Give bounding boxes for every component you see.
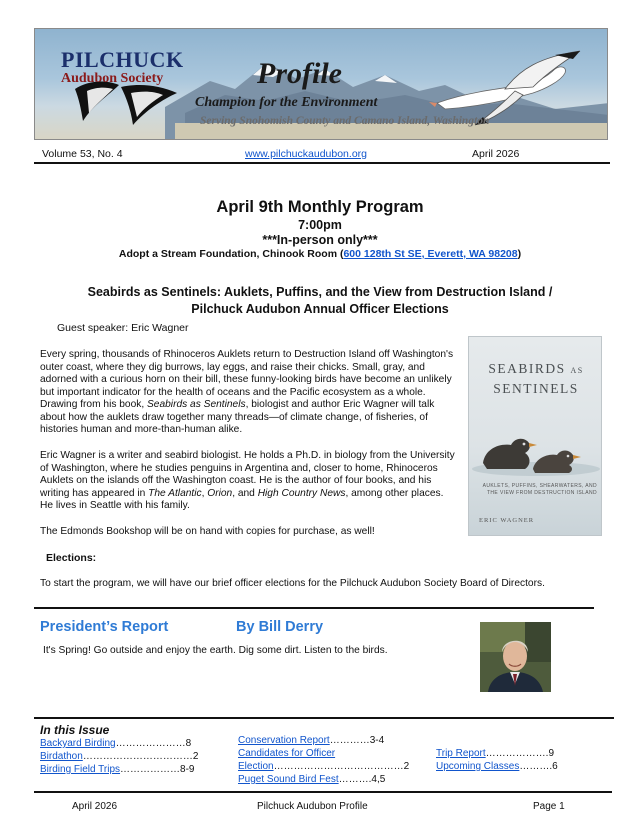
toc-column-1 xyxy=(40,737,198,776)
toc-link-puget-sound-bird-fest[interactable]: Puget Sound Bird Fest xyxy=(238,774,339,785)
footer-page-number: Page 1 xyxy=(533,801,565,812)
issue-date: April 2026 xyxy=(472,148,520,160)
org-subname: Audubon Society xyxy=(61,71,164,86)
footer-divider xyxy=(34,791,612,793)
masthead xyxy=(34,28,608,140)
president-report-heading: President’s Report xyxy=(40,619,169,635)
toc-link-conservation-report[interactable]: Conservation Report xyxy=(238,735,330,746)
newsletter-title: Profile xyxy=(257,57,342,90)
org-name: PILCHUCK xyxy=(61,47,184,72)
book-cover-image xyxy=(468,336,602,536)
toc-item: Birding Field Trips………………8-9 xyxy=(40,764,195,775)
speaker-bio: Eric Wagner is a writer and seabird biologist. He holds a Ph.D. in biology from the University of Washington, where he studies penguins in Argentina and, closer to home, Rhinoceros Auklets on the islands off the Washington coast. He is the author of four books, and his writing has appeared in The Atlantic, Orion, and High Country News, among other places. He lives in Seattle with his family. xyxy=(40,450,455,511)
program-time: 7:00pm xyxy=(298,218,342,232)
toc-column-3 xyxy=(436,747,558,773)
header-divider xyxy=(34,162,610,164)
president-photo xyxy=(480,622,551,692)
toc-link-trip-report[interactable]: Trip Report xyxy=(436,748,486,759)
toc-link-election[interactable]: Election xyxy=(238,761,274,772)
book-cover-title-line1: SEABIRDS AS xyxy=(488,361,584,376)
program-venue: Adopt a Stream Foundation, Chinook Room (600 128th St SE, Everett, WA 98208) xyxy=(118,248,522,260)
website-link[interactable]: www.pilchuckaudubon.org xyxy=(245,148,367,160)
toc-item: Backyard Birding…………………8 xyxy=(40,738,192,749)
section-divider xyxy=(34,607,594,609)
toc-item: Upcoming Classes……….6 xyxy=(436,761,558,772)
toc-item: Birdathon……………………………2 xyxy=(40,751,199,762)
toc-column-2 xyxy=(238,734,409,786)
toc-item: Trip Report……………….9 xyxy=(436,748,554,759)
tagline: Champion for the Environment xyxy=(195,95,378,110)
program-title: April 9th Monthly Program xyxy=(216,198,424,216)
toc-item: Election…………………………………2 xyxy=(238,761,410,772)
president-report-text: It's Spring! Go outside and enjoy the earth. Dig some dirt. Listen to the birds. xyxy=(43,645,388,656)
toc-link-backyard-birding[interactable]: Backyard Birding xyxy=(40,738,116,749)
toc-item: Puget Sound Bird Fest……….4,5 xyxy=(238,774,386,785)
book-cover-author: ERIC WAGNER xyxy=(479,517,535,524)
toc-item: Conservation Report…………3-4 xyxy=(238,735,385,746)
toc-item xyxy=(238,747,409,760)
book-cover-title-line2: SENTINELS xyxy=(493,381,579,396)
toc-link-birding-field-trips[interactable]: Birding Field Trips xyxy=(40,764,121,775)
elections-text: To start the program, we will have our brief officer elections for the Pilchuck Audubon Society Board of Directors. xyxy=(40,578,545,589)
elections-heading: Elections: xyxy=(46,552,97,564)
footer-publication: Pilchuck Audubon Profile xyxy=(257,801,368,812)
footer-date: April 2026 xyxy=(72,801,118,812)
auklets-illustration xyxy=(469,407,603,483)
logo-bird-wings xyxy=(75,82,177,125)
toc-link-upcoming-classes[interactable]: Upcoming Classes xyxy=(436,761,520,772)
guest-speaker: Guest speaker: Eric Wagner xyxy=(57,322,189,334)
venue-address-link[interactable]: 600 128th St SE, Everett, WA 98208 xyxy=(343,248,518,260)
service-area: Serving Snohomish County and Camano Island, Washington xyxy=(200,115,490,127)
toc-link-birdathon[interactable]: Birdathon xyxy=(40,751,83,762)
president-report-byline: By Bill Derry xyxy=(236,619,324,635)
talk-title: Seabirds as Sentinels: Auklets, Puffins, and the View from Destruction Island / Pilchuck Audubon Annual Officer Elections xyxy=(87,285,553,316)
volume-number: Volume 53, No. 4 xyxy=(42,148,123,160)
toc-top-divider xyxy=(34,717,614,719)
book-cover-subtitle: AUKLETS, PUFFINS, SHEARWATERS, AND THE VIEW FROM DESTRUCTION ISLAND xyxy=(482,483,597,496)
toc-heading: In this Issue xyxy=(40,723,110,737)
toc-link-candidates[interactable]: Candidates for Officer xyxy=(238,748,336,759)
program-description: Every spring, thousands of Rhinoceros Auklets return to Destruction Island off Washington's outer coast, where they dig burrows, lay eggs, and raise their chicks. Small, gray, and adorned with a curious horn on their bill, these funny-looking birds have become an unlikely but important indicator for the health of oceans and the Pacific ecosystem as a whole. Drawing from his book, Seabirds as Sentinels, biologist and author Eric Wagner will talk about how the auklets draw together many threads—of climate change, of fisheries, of histories human and more-than-human alike. xyxy=(40,349,454,435)
program-format: ***In-person only*** xyxy=(262,233,378,247)
bookshop-note: The Edmonds Bookshop will be on hand with copies for purchase, as well! xyxy=(40,526,375,537)
